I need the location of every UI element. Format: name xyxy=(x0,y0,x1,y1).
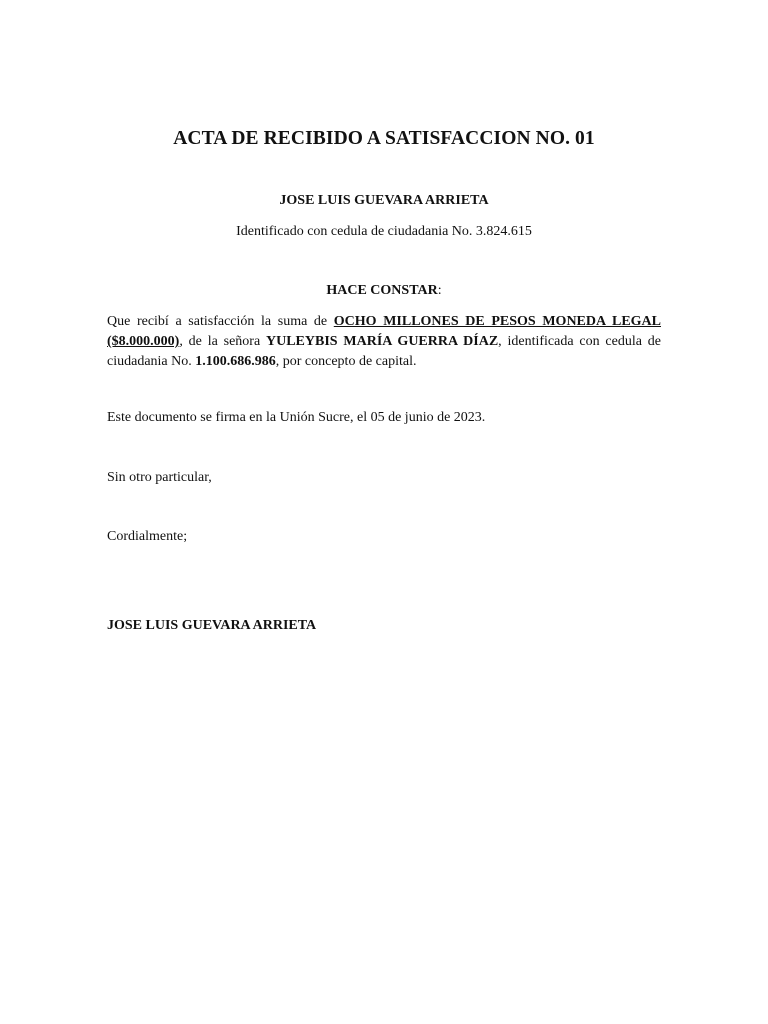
constar-colon: : xyxy=(437,283,442,298)
signature-name: JOSE LUIS GUEVARA ARRIETA xyxy=(107,618,317,633)
closing-line-1: Sin otro particular, xyxy=(107,470,212,485)
constar-heading xyxy=(0,283,768,299)
issuer-id-line: Identificado con cedula de ciudadania No. 3.824.615 xyxy=(236,224,532,239)
body-text-3: , identificada con cedula de ciudadania No. xyxy=(107,334,662,369)
body-text-1: Que recibí a satisfacción la suma de xyxy=(107,314,334,329)
person-name: YULEYBIS MARÍA GUERRA DÍAZ xyxy=(265,334,499,349)
body-text-4: , por concepto de capital. xyxy=(275,354,417,369)
amount-text: OCHO MILLONES DE PESOS MONEDA LEGAL ($8.000.000) xyxy=(107,314,661,349)
body-paragraph xyxy=(107,312,661,372)
body-text-2: , de la señora xyxy=(179,334,266,349)
document-title: ACTA DE RECIBIDO A SATISFACCION NO. 01 xyxy=(173,128,595,149)
constar-label: HACE CONSTAR xyxy=(326,283,438,298)
place-date-line: Este documento se firma en la Unión Sucre, el 05 de junio de 2023. xyxy=(107,410,486,425)
closing-line-2: Cordialmente; xyxy=(107,529,188,544)
issuer-name: JOSE LUIS GUEVARA ARRIETA xyxy=(279,193,489,208)
person-id: 1.100.686.986 xyxy=(195,354,276,369)
